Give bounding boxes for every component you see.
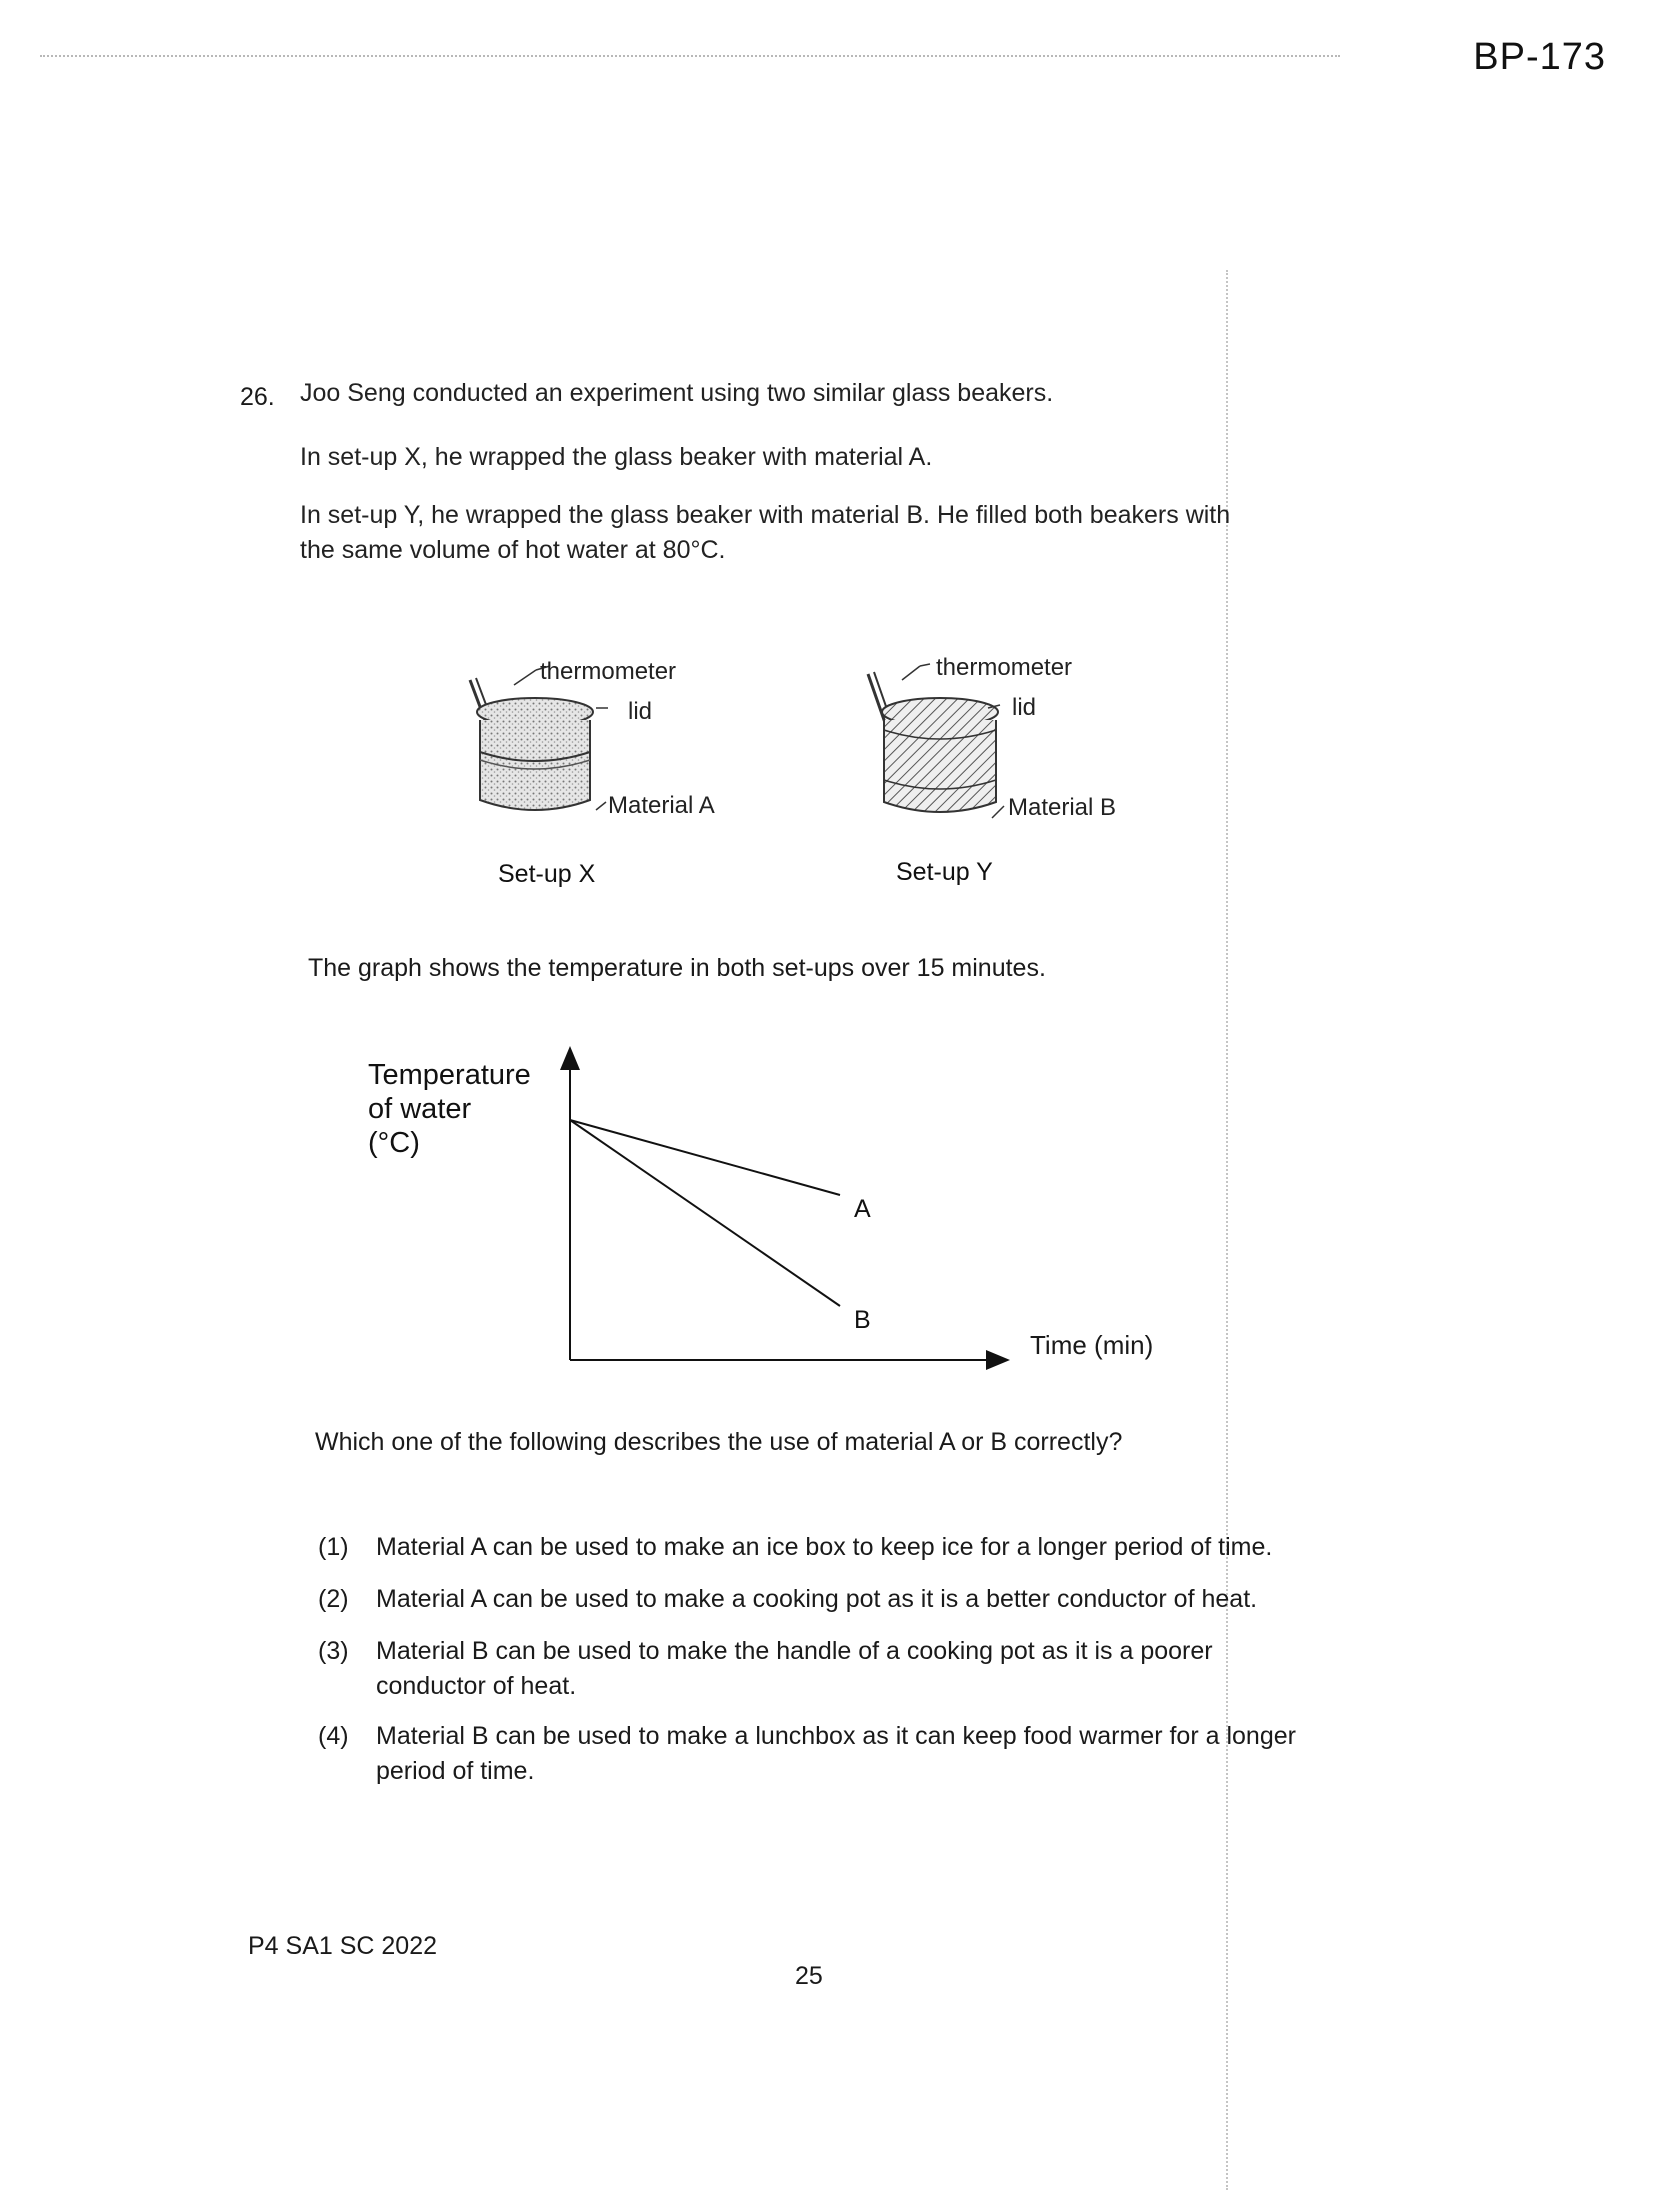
series-line-b [570,1120,840,1306]
option-4-text: Material B can be used to make a lunchbox as it can keep food warmer for a longer period of time. [376,1722,1296,1785]
question-prompt: Which one of the following describes the use of material A or B correctly? [315,1428,1123,1456]
footer-paper-code: P4 SA1 SC 2022 [248,1932,438,1960]
setup-y-lid-label: lid [1012,694,1037,721]
setup-x-material-label: Material A [608,792,715,819]
setup-x-thermometer-label: thermometer [540,658,677,685]
scan-artifact-top [40,55,1340,57]
page-code: BP-173 [1473,36,1606,78]
setup-y-label: Set-up Y [896,858,993,886]
footer-page-number: 25 [795,1962,823,1990]
question-number: 26. [240,383,275,411]
question-paragraph-2: In set-up X, he wrapped the glass beaker with material A. [300,443,933,471]
question-paragraph-1: Joo Seng conducted an experiment using two similar glass beakers. [300,379,1054,407]
option-3[interactable] [318,1634,1368,1704]
question-paragraph-3: In set-up Y, he wrapped the glass beaker with material B. He filled both beakers with the same volume of hot water at 80°C. [300,501,1231,564]
graph-y-axis-label: Temperature of water (°C) [368,1059,531,1159]
setup-y-material-label: Material B [1008,794,1117,821]
option-3-text: Material B can be used to make the handle of a cooking pot as it is a poorer conductor of heat. [376,1637,1213,1700]
option-1[interactable] [318,1530,1368,1565]
series-label-a: A [854,1195,871,1223]
option-1-number: (1) [318,1533,349,1561]
option-1-text: Material A can be used to make an ice box to keep ice for a longer period of time. [376,1533,1273,1561]
setup-y-thermometer-label: thermometer [936,654,1073,681]
option-4-number: (4) [318,1722,349,1750]
temperature-graph [540,1040,1020,1380]
option-2-number: (2) [318,1585,349,1613]
option-3-number: (3) [318,1637,349,1665]
option-2[interactable] [318,1582,1368,1617]
series-label-b: B [854,1306,871,1334]
series-line-a [570,1120,840,1195]
graph-x-axis-label: Time (min) [1030,1330,1154,1360]
option-4[interactable] [318,1719,1368,1789]
graph-intro: The graph shows the temperature in both set-ups over 15 minutes. [308,954,1046,982]
setup-x-lid-label: lid [628,698,653,725]
setup-x-label: Set-up X [498,860,596,888]
option-2-text: Material A can be used to make a cooking pot as it is a better conductor of heat. [376,1585,1258,1613]
